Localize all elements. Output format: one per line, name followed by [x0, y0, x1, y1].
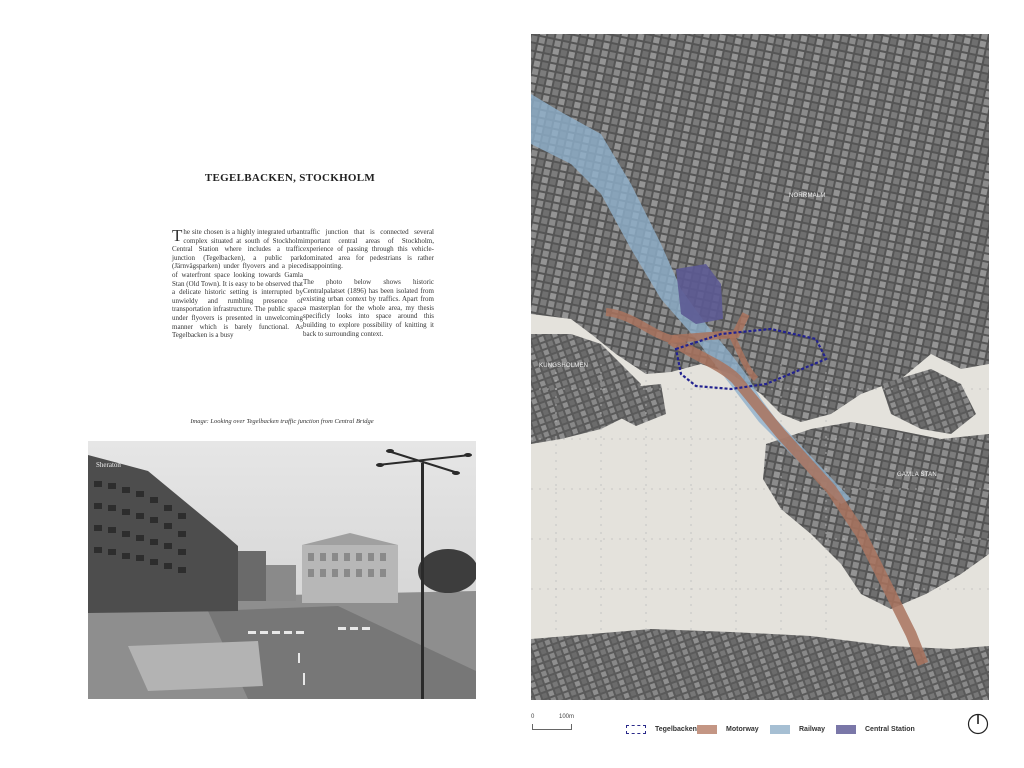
- label-kungsholmen: KUNGSHOLMEN: [539, 363, 589, 369]
- page-title: TEGELBACKEN, STOCKHOLM: [204, 172, 376, 184]
- label-norrmalm: NORRMALM: [789, 193, 826, 199]
- legend-swatch-railway: [770, 725, 790, 734]
- legend-item-central-station: [836, 722, 915, 736]
- legend-label: Motorway: [726, 725, 759, 733]
- legend-label: Railway: [799, 725, 826, 733]
- map-legend: [626, 722, 946, 736]
- legend-item-motorway: [697, 722, 759, 736]
- site-map: [531, 34, 989, 700]
- street-photo: [88, 441, 476, 699]
- hotel-sign: Sheraton: [96, 461, 121, 469]
- drop-cap: T: [172, 226, 183, 245]
- legend-swatch-tegelbacken: [626, 725, 646, 734]
- legend-swatch-motorway: [697, 725, 717, 734]
- photo-caption: Image: Looking over Tegelbacken traffic junction from Central Bridge: [190, 418, 374, 425]
- body-column-2: [303, 228, 434, 345]
- legend-swatch-central-station: [836, 725, 856, 734]
- north-arrow-icon: [967, 713, 989, 735]
- legend-label: Tegelbacken: [655, 725, 697, 733]
- body-paragraph: traffic junction that is connected several important central areas of Stockholm, experience of passing through this vehicle-dominated area for pedestrians is rather disappointing.: [303, 228, 434, 271]
- legend-item-railway: [770, 722, 825, 736]
- scale-start: 0: [531, 714, 535, 720]
- body-column-1: [172, 228, 303, 347]
- body-paragraph: he site chosen is a highly integrated urban complex situated at south of Stockholm Central Station where includes a traffic junction (Tegelbacken), a public park (Järnvägsparken) under flyovers and a piece of waterfront space looking towards Gamla Stan (Old Town). It is easy to be observed that a delicate historic setting is interrupted by unwieldy and rumbling presence of transportation infrastructure. The public space under flyovers is presented in unwelcoming manner which is barely functional. As Tegelbacken is a busy: [172, 228, 303, 340]
- legend-item-tegelbacken: [626, 722, 697, 736]
- scale-bar: [531, 714, 581, 738]
- scale-line: [532, 724, 572, 730]
- body-paragraph: The photo below shows historic Centralpalatset (1896) has been isolated from existing urban context by traffics. Apart from a masterplan for the whole area, my thesis specificly looks into space around this building to explore possibility of knitting it back to surrounding context.: [303, 277, 434, 338]
- legend-label: Central Station: [865, 725, 915, 733]
- label-gamla-stan: GAMLA STAN: [897, 472, 937, 478]
- scale-end: 100m: [559, 714, 575, 720]
